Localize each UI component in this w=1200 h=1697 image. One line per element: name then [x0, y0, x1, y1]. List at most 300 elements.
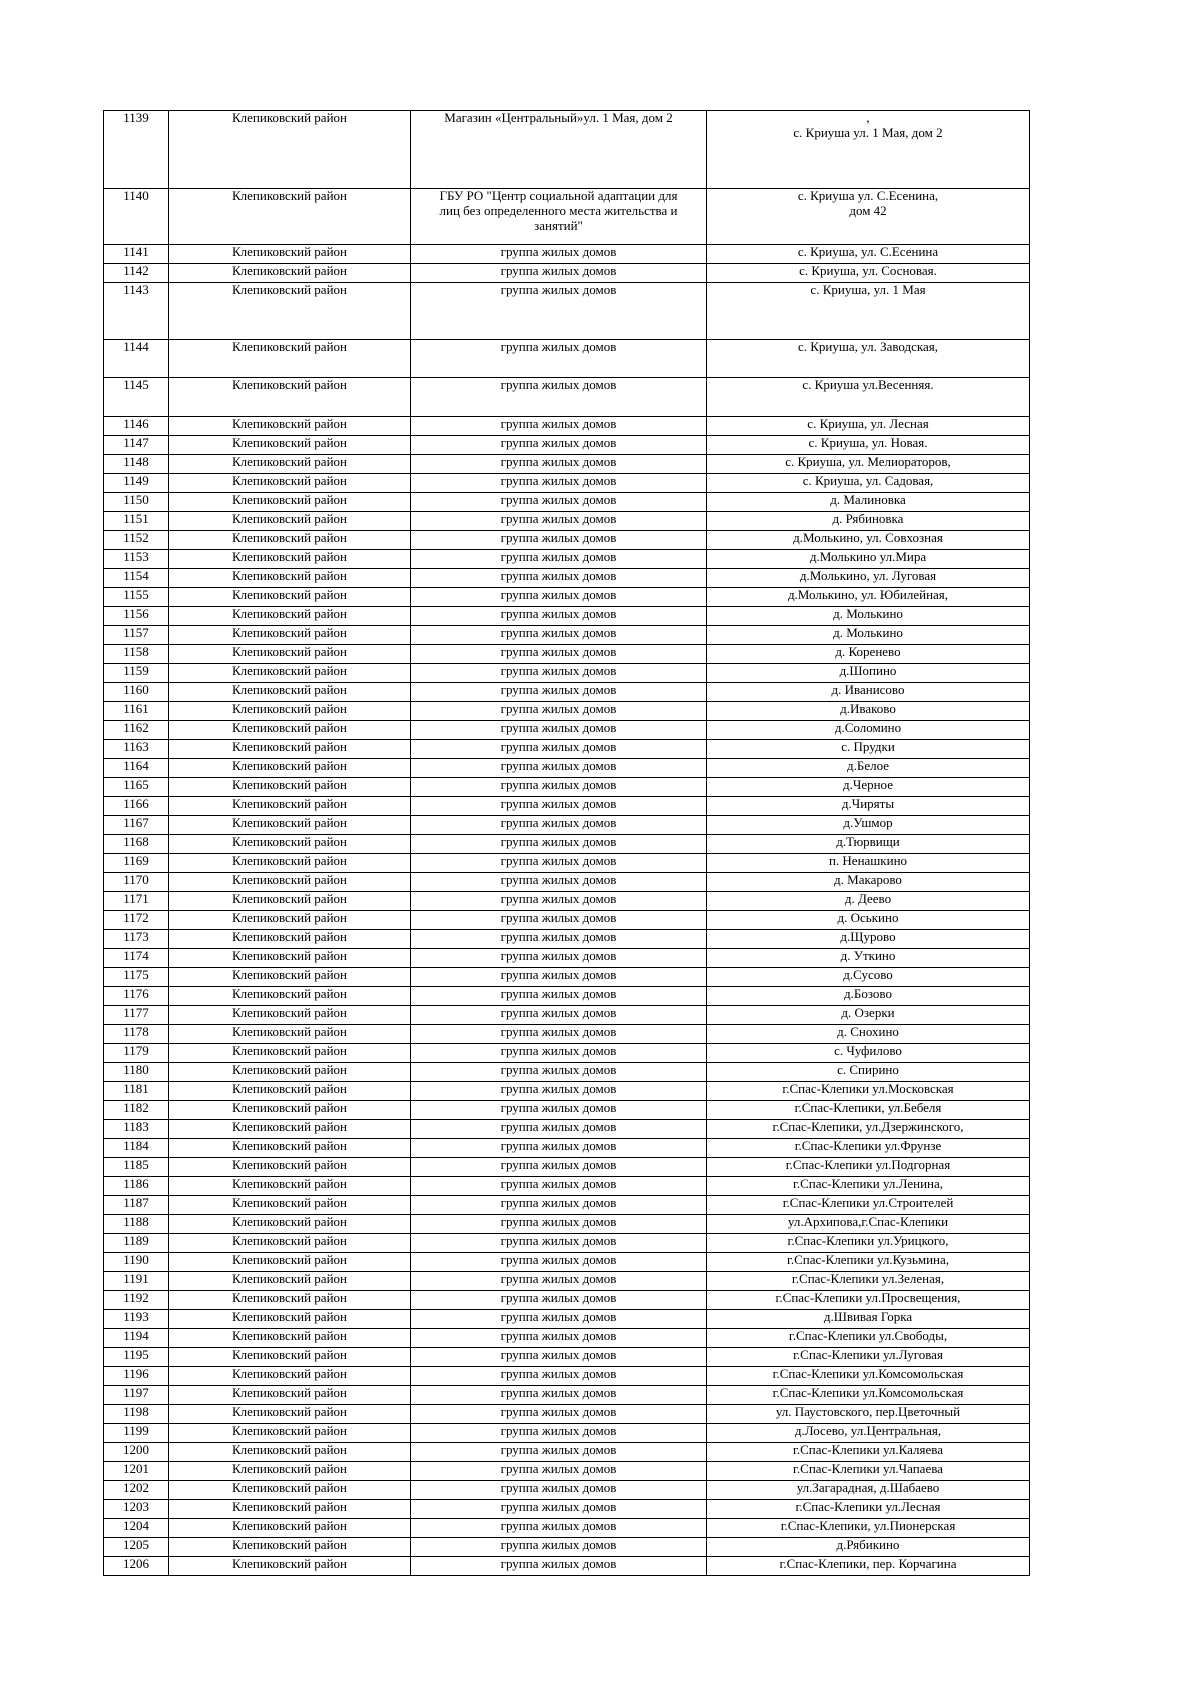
address-cell [707, 1443, 1030, 1462]
row-number-cell: 1164 [104, 759, 169, 778]
district-cell: Клепиковский район [169, 1538, 411, 1557]
address-cell [707, 1215, 1030, 1234]
table-row [104, 1234, 1030, 1253]
address-line: ул.Архипова,г.Спас-Клепики [787, 1214, 949, 1229]
address-line: г.Спас-Клепики ул.Свободы, [788, 1328, 948, 1343]
object-cell [411, 1291, 707, 1310]
address-cell [707, 569, 1030, 588]
object-line: группа жилых домов [500, 377, 617, 392]
address-cell [707, 1158, 1030, 1177]
object-line: группа жилых домов [500, 1233, 617, 1248]
table-row [104, 930, 1030, 949]
table-row [104, 1443, 1030, 1462]
row-number-cell: 1190 [104, 1253, 169, 1272]
table-row [104, 664, 1030, 683]
address-cell [707, 1120, 1030, 1139]
address-cell [707, 626, 1030, 645]
object-line: группа жилых домов [500, 758, 617, 773]
table-row [104, 721, 1030, 740]
address-line: г.Спас-Клепики ул.Ленина, [792, 1176, 944, 1191]
address-cell [707, 778, 1030, 797]
address-line: г.Спас-Клепики ул.Московская [782, 1081, 954, 1096]
address-line: с. Криуша ул. 1 Мая, дом 2 [793, 124, 943, 140]
address-line: г.Спас-Клепики ул.Урицкого, [787, 1233, 949, 1248]
table-row [104, 283, 1030, 340]
object-line: группа жилых домов [500, 682, 617, 697]
address-cell [707, 1348, 1030, 1367]
address-line: г.Спас-Клепики ул.Каляева [792, 1442, 943, 1457]
district-cell: Клепиковский район [169, 911, 411, 930]
district-cell: Клепиковский район [169, 1177, 411, 1196]
row-number-cell: 1182 [104, 1101, 169, 1120]
table-row [104, 378, 1030, 417]
table-row [104, 531, 1030, 550]
row-number-cell: 1168 [104, 835, 169, 854]
district-cell: Клепиковский район [169, 189, 411, 245]
district-cell: Клепиковский район [169, 378, 411, 417]
object-cell [411, 740, 707, 759]
address-cell [707, 189, 1030, 245]
table-row [104, 759, 1030, 778]
table-row [104, 189, 1030, 245]
object-cell [411, 283, 707, 340]
object-line: группа жилых домов [500, 1404, 617, 1419]
address-line: д. Коренево [835, 644, 901, 659]
object-cell [411, 930, 707, 949]
table-row [104, 512, 1030, 531]
table-row [104, 245, 1030, 264]
row-number-cell: 1154 [104, 569, 169, 588]
table-row [104, 911, 1030, 930]
table-row [104, 1386, 1030, 1405]
table-row [104, 854, 1030, 873]
row-number-cell: 1152 [104, 531, 169, 550]
address-line: д. Малиновка [830, 492, 906, 507]
object-cell [411, 1386, 707, 1405]
address-cell [707, 1481, 1030, 1500]
district-cell: Клепиковский район [169, 1158, 411, 1177]
object-cell [411, 854, 707, 873]
object-cell [411, 1557, 707, 1576]
address-cell [707, 1044, 1030, 1063]
row-number-cell: 1183 [104, 1120, 169, 1139]
address-cell [707, 340, 1030, 378]
address-line: д. Рябиновка [832, 511, 904, 526]
address-cell [707, 854, 1030, 873]
table-row [104, 1158, 1030, 1177]
address-line: г.Спас-Клепики, ул.Пионерская [780, 1518, 956, 1533]
table-row [104, 1557, 1030, 1576]
table-row [104, 436, 1030, 455]
address-line: д. Иванисово [831, 682, 905, 697]
object-cell [411, 1538, 707, 1557]
address-cell [707, 1519, 1030, 1538]
district-cell: Клепиковский район [169, 569, 411, 588]
district-cell: Клепиковский район [169, 550, 411, 569]
address-cell [707, 702, 1030, 721]
address-line: п. Ненашкино [828, 853, 908, 868]
address-line: д.Иваково [840, 701, 896, 716]
address-line: д.Черное [843, 777, 893, 792]
table-row [104, 1462, 1030, 1481]
object-line: группа жилых домов [500, 511, 617, 526]
table-row [104, 1367, 1030, 1386]
address-cell [707, 1538, 1030, 1557]
address-line: г.Спас-Клепики, пер. Корчагина [779, 1556, 957, 1571]
object-cell [411, 1424, 707, 1443]
row-number-cell: 1187 [104, 1196, 169, 1215]
address-line: д.Сусово [843, 967, 893, 982]
object-cell [411, 455, 707, 474]
address-line: д. Снохино [837, 1024, 899, 1039]
address-line: д. Деево [844, 891, 892, 906]
district-cell: Клепиковский район [169, 1139, 411, 1158]
address-line: г.Спас-Клепики ул.Кузьмина, [786, 1252, 950, 1267]
object-cell [411, 873, 707, 892]
row-number-cell: 1145 [104, 378, 169, 417]
object-cell [411, 569, 707, 588]
row-number-cell: 1179 [104, 1044, 169, 1063]
row-number-cell: 1141 [104, 245, 169, 264]
address-cell [707, 1462, 1030, 1481]
address-line: с. Криуша, ул. Заводская, [797, 339, 939, 354]
district-cell: Клепиковский район [169, 702, 411, 721]
table-row [104, 987, 1030, 1006]
address-line: с. Криуша, ул. Садовая, [802, 473, 934, 488]
address-line: с. Криуша, ул. Сосновая. [799, 263, 937, 278]
address-line: г.Спас-Клепики ул.Фрунзе [794, 1138, 942, 1153]
object-cell [411, 816, 707, 835]
address-line: д.Тюрвищи [836, 834, 900, 849]
address-cell [707, 1405, 1030, 1424]
table-row [104, 607, 1030, 626]
row-number-cell: 1174 [104, 949, 169, 968]
row-number-cell: 1155 [104, 588, 169, 607]
address-line: с. Криуша, ул. Новая. [808, 435, 928, 450]
object-line: группа жилых домов [500, 282, 617, 297]
object-cell [411, 1234, 707, 1253]
address-line: д.Щурово [840, 929, 896, 944]
address-cell [707, 493, 1030, 512]
district-cell: Клепиковский район [169, 683, 411, 702]
address-cell [707, 949, 1030, 968]
address-line: с. Чуфилово [834, 1043, 902, 1058]
district-cell: Клепиковский район [169, 854, 411, 873]
table-row [104, 1196, 1030, 1215]
row-number-cell: 1196 [104, 1367, 169, 1386]
district-cell: Клепиковский район [169, 835, 411, 854]
address-cell [707, 1196, 1030, 1215]
address-line: г.Спас-Клепики, ул.Бебеля [794, 1100, 942, 1115]
address-cell [707, 1101, 1030, 1120]
row-number-cell: 1198 [104, 1405, 169, 1424]
row-number-cell: 1149 [104, 474, 169, 493]
address-line: г.Спас-Клепики ул.Подгорная [785, 1157, 951, 1172]
object-cell [411, 1310, 707, 1329]
object-line: группа жилых домов [500, 339, 617, 354]
district-cell: Клепиковский район [169, 436, 411, 455]
address-line: г.Спас-Клепики ул.Зеленая, [791, 1271, 945, 1286]
row-number-cell: 1143 [104, 283, 169, 340]
address-line: с. Спирино [837, 1062, 899, 1077]
address-cell [707, 1006, 1030, 1025]
object-cell [411, 1405, 707, 1424]
table-row [104, 1139, 1030, 1158]
district-cell: Клепиковский район [169, 1025, 411, 1044]
object-line: лиц без определенного места жительства и [439, 202, 678, 218]
table-row [104, 1272, 1030, 1291]
address-line: дом 42 [849, 202, 887, 218]
row-number-cell: 1162 [104, 721, 169, 740]
object-line: группа жилых домов [500, 701, 617, 716]
table-row [104, 1348, 1030, 1367]
object-line: группа жилых домов [500, 948, 617, 963]
row-number-cell: 1199 [104, 1424, 169, 1443]
object-cell [411, 1196, 707, 1215]
row-number-cell: 1166 [104, 797, 169, 816]
table-row [104, 493, 1030, 512]
object-line: группа жилых домов [500, 1442, 617, 1457]
table-row [104, 816, 1030, 835]
address-line: ул. Паустовского, пер.Цветочный [775, 1404, 961, 1419]
object-cell [411, 778, 707, 797]
address-cell [707, 607, 1030, 626]
address-line: д.Шопино [839, 663, 897, 678]
row-number-cell: 1194 [104, 1329, 169, 1348]
district-cell: Клепиковский район [169, 1481, 411, 1500]
row-number-cell: 1193 [104, 1310, 169, 1329]
object-cell [411, 797, 707, 816]
object-cell [411, 550, 707, 569]
address-line: с. Криуша, ул. Мелиораторов, [785, 454, 951, 469]
table-row [104, 1291, 1030, 1310]
table-row [104, 588, 1030, 607]
address-cell [707, 245, 1030, 264]
object-line: занятий" [534, 217, 583, 233]
object-line: группа жилых домов [500, 625, 617, 640]
address-line: с. Криуша, ул. С.Есенина [797, 244, 939, 259]
row-number-cell: 1140 [104, 189, 169, 245]
address-line: г.Спас-Клепики ул.Комсомольская [772, 1385, 964, 1400]
row-number-cell: 1139 [104, 111, 169, 189]
object-line: группа жилых домов [500, 853, 617, 868]
district-cell: Клепиковский район [169, 1462, 411, 1481]
address-line: г.Спас-Клепики ул.Строителей [782, 1195, 954, 1210]
district-cell: Клепиковский район [169, 645, 411, 664]
table-row [104, 626, 1030, 645]
object-line: группа жилых домов [500, 1195, 617, 1210]
address-line: г.Спас-Клепики ул.Чапаева [793, 1461, 943, 1476]
object-line: Магазин «Центральный»ул. 1 Мая, дом 2 [444, 110, 673, 125]
address-cell [707, 588, 1030, 607]
row-number-cell: 1161 [104, 702, 169, 721]
object-cell [411, 664, 707, 683]
address-cell [707, 512, 1030, 531]
table-row [104, 1538, 1030, 1557]
address-line: г.Спас-Клепики ул.Луговая [793, 1347, 943, 1362]
district-cell: Клепиковский район [169, 1519, 411, 1538]
object-cell [411, 1253, 707, 1272]
object-line: группа жилых домов [500, 872, 617, 887]
district-cell: Клепиковский район [169, 1234, 411, 1253]
table-row [104, 1120, 1030, 1139]
address-cell [707, 797, 1030, 816]
object-cell [411, 1500, 707, 1519]
address-cell [707, 1310, 1030, 1329]
address-cell [707, 1234, 1030, 1253]
table-row [104, 1405, 1030, 1424]
address-cell [707, 968, 1030, 987]
object-cell [411, 417, 707, 436]
object-line: группа жилых домов [500, 644, 617, 659]
object-line: группа жилых домов [500, 435, 617, 450]
object-cell [411, 1025, 707, 1044]
district-cell: Клепиковский район [169, 1500, 411, 1519]
district-cell: Клепиковский район [169, 1557, 411, 1576]
address-line: с. Прудки [841, 739, 895, 754]
district-cell: Клепиковский район [169, 1101, 411, 1120]
row-number-cell: 1203 [104, 1500, 169, 1519]
district-cell: Клепиковский район [169, 626, 411, 645]
object-cell [411, 1443, 707, 1462]
address-line: д.Рябикино [836, 1537, 900, 1552]
district-cell: Клепиковский район [169, 1348, 411, 1367]
table-row [104, 683, 1030, 702]
address-cell [707, 550, 1030, 569]
object-line: группа жилых домов [500, 606, 617, 621]
district-cell: Клепиковский район [169, 531, 411, 550]
address-cell [707, 264, 1030, 283]
table-row [104, 1253, 1030, 1272]
district-cell: Клепиковский район [169, 873, 411, 892]
district-cell: Клепиковский район [169, 664, 411, 683]
address-line: д.Молькино, ул. Луговая [799, 568, 937, 583]
table-row [104, 1500, 1030, 1519]
table-row [104, 1044, 1030, 1063]
district-cell: Клепиковский район [169, 493, 411, 512]
object-line: группа жилых домов [500, 1024, 617, 1039]
district-cell: Клепиковский район [169, 1443, 411, 1462]
object-cell [411, 1348, 707, 1367]
district-cell: Клепиковский район [169, 1253, 411, 1272]
table-row [104, 778, 1030, 797]
row-number-cell: 1200 [104, 1443, 169, 1462]
table-row [104, 892, 1030, 911]
district-cell: Клепиковский район [169, 474, 411, 493]
district-cell: Клепиковский район [169, 1044, 411, 1063]
object-cell [411, 264, 707, 283]
address-line: , [866, 110, 870, 125]
row-number-cell: 1202 [104, 1481, 169, 1500]
address-line: с. Криуша ул.Весенняя. [802, 377, 934, 392]
address-line: д.Белое [846, 758, 889, 773]
row-number-cell: 1144 [104, 340, 169, 378]
object-cell [411, 1215, 707, 1234]
locations-table [103, 110, 1030, 1576]
district-cell: Клепиковский район [169, 1386, 411, 1405]
row-number-cell: 1156 [104, 607, 169, 626]
district-cell: Клепиковский район [169, 340, 411, 378]
row-number-cell: 1157 [104, 626, 169, 645]
object-line: группа жилых домов [500, 1138, 617, 1153]
address-cell [707, 1500, 1030, 1519]
object-line: группа жилых домов [500, 263, 617, 278]
district-cell: Клепиковский район [169, 111, 411, 189]
object-line: группа жилых домов [500, 1366, 617, 1381]
address-cell [707, 1253, 1030, 1272]
object-line: группа жилых домов [500, 244, 617, 259]
object-line: группа жилых домов [500, 492, 617, 507]
address-line: д.Молькино, ул. Юбилейная, [787, 587, 949, 602]
row-number-cell: 1206 [104, 1557, 169, 1576]
row-number-cell: 1177 [104, 1006, 169, 1025]
district-cell: Клепиковский район [169, 417, 411, 436]
district-cell: Клепиковский район [169, 283, 411, 340]
table-row [104, 1424, 1030, 1443]
address-cell [707, 111, 1030, 189]
address-line: д.Лосево, ул.Центральная, [794, 1423, 942, 1438]
address-line: д. Уткино [840, 948, 896, 963]
district-cell: Клепиковский район [169, 1063, 411, 1082]
object-line: группа жилых домов [500, 1081, 617, 1096]
object-cell [411, 1120, 707, 1139]
object-line: группа жилых домов [500, 967, 617, 982]
object-cell [411, 1006, 707, 1025]
row-number-cell: 1171 [104, 892, 169, 911]
object-line: группа жилых домов [500, 1461, 617, 1476]
district-cell: Клепиковский район [169, 1082, 411, 1101]
address-cell [707, 1557, 1030, 1576]
object-cell [411, 340, 707, 378]
object-line: группа жилых домов [500, 663, 617, 678]
row-number-cell: 1169 [104, 854, 169, 873]
address-line: д.Ушмор [843, 815, 893, 830]
object-line: группа жилых домов [500, 929, 617, 944]
table-row [104, 797, 1030, 816]
object-line: группа жилых домов [500, 549, 617, 564]
table-body [104, 111, 1030, 1576]
table-row [104, 569, 1030, 588]
address-line: д.Бозово [844, 986, 892, 1001]
address-cell [707, 1386, 1030, 1405]
object-cell [411, 835, 707, 854]
district-cell: Клепиковский район [169, 1405, 411, 1424]
address-line: г.Спас-Клепики ул.Комсомольская [772, 1366, 964, 1381]
address-line: с. Криуша, ул. Лесная [807, 416, 929, 431]
object-line: группа жилых домов [500, 1499, 617, 1514]
table-row [104, 702, 1030, 721]
object-cell [411, 1158, 707, 1177]
table-row [104, 1329, 1030, 1348]
district-cell: Клепиковский район [169, 930, 411, 949]
address-cell [707, 1063, 1030, 1082]
object-line: группа жилых домов [500, 1290, 617, 1305]
object-cell [411, 1329, 707, 1348]
object-cell [411, 245, 707, 264]
address-cell [707, 721, 1030, 740]
address-cell [707, 283, 1030, 340]
object-cell [411, 531, 707, 550]
table-row [104, 1101, 1030, 1120]
table-row [104, 645, 1030, 664]
address-cell [707, 664, 1030, 683]
object-cell [411, 588, 707, 607]
address-cell [707, 455, 1030, 474]
object-line: группа жилых домов [500, 416, 617, 431]
object-line: группа жилых домов [500, 1271, 617, 1286]
address-line: г.Спас-Клепики, ул.Дзержинского, [772, 1119, 964, 1134]
object-line: группа жилых домов [500, 910, 617, 925]
